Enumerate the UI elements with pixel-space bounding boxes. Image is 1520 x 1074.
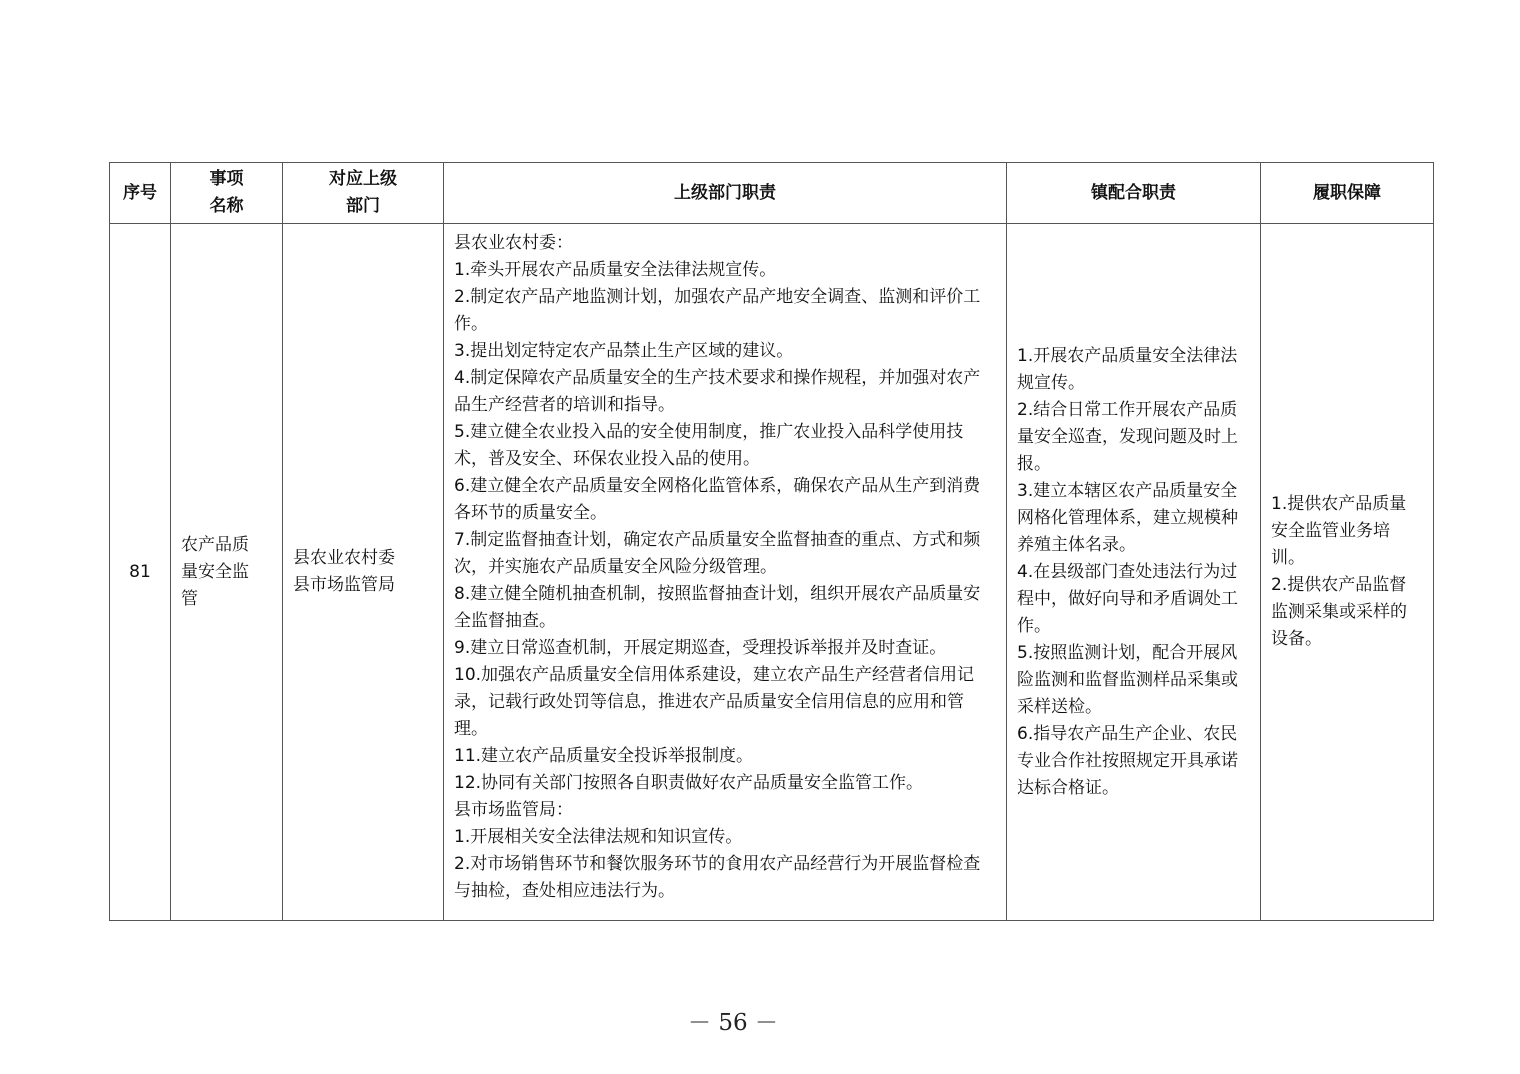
item-name-line: 管 xyxy=(181,588,198,609)
superior-duty-item: 6.建立健全农产品质量安全网格化监管体系，确保农产品从生产到消费各环节的质量安全。 xyxy=(454,476,981,523)
cell-superior-dept xyxy=(283,224,444,921)
superior-duty-item: 3.提出划定特定农产品禁止生产区域的建议。 xyxy=(454,341,794,361)
superior-duty-item: 10.加强农产品质量安全信用体系建设，建立农产品生产经营者信用记录，记载行政处罚等信息，推进农产品质量安全信用信息的应用和管理。 xyxy=(454,665,975,739)
header-item-name-line: 事项 xyxy=(209,169,244,189)
cell-item-name xyxy=(171,224,283,921)
superior-duty-item: 4.制定保障农产品质量安全的生产技术要求和操作规程，并加强对农产品生产经营者的培训和指导。 xyxy=(454,368,981,415)
superior-duty-heading: 县市场监管局： xyxy=(454,800,573,820)
table-row xyxy=(110,224,1434,921)
superior-dept-line: 县市场监管局 xyxy=(293,575,395,595)
town-duty-item: 5.按照监测计划，配合开展风险监测和监督监测样品采集或采样送检。 xyxy=(1017,642,1238,717)
header-item-name-line: 名称 xyxy=(209,196,244,216)
header-town-duties: 镇配合职责 xyxy=(1007,163,1261,224)
town-duty-item: 6.指导农产品生产企业、农民专业合作社按照规定开具承诺达标合格证。 xyxy=(1017,723,1238,798)
superior-dept-line: 县农业农村委 xyxy=(293,548,395,568)
header-superior-dept-line: 对应上级 xyxy=(329,169,397,189)
town-duty-item: 2.结合日常工作开展农产品质量安全巡查，发现问题及时上报。 xyxy=(1017,399,1238,474)
town-duty-item: 4.在县级部门查处违法行为过程中，做好向导和矛盾调处工作。 xyxy=(1017,561,1238,636)
town-duty-item: 3.建立本辖区农产品质量安全网格化管理体系，建立规模种养殖主体名录。 xyxy=(1017,480,1238,555)
superior-duty-item: 2.制定农产品产地监测计划，加强农产品产地安全调查、监测和评价工作。 xyxy=(454,287,981,334)
cell-superior-duties xyxy=(444,224,1007,921)
item-name-line: 农产品质 xyxy=(181,534,249,555)
superior-duty-item: 1.开展相关安全法律法规和知识宣传。 xyxy=(454,827,743,847)
header-superior-duties: 上级部门职责 xyxy=(444,163,1007,224)
guarantee-item: 2.提供农产品监督监测采集或采样的设备。 xyxy=(1271,575,1407,649)
superior-duty-item: 8.建立健全随机抽查机制，按照监督抽查计划，组织开展农产品质量安全监督抽查。 xyxy=(454,584,981,631)
superior-duty-item: 12.协同有关部门按照各自职责做好农产品质量安全监管工作。 xyxy=(454,773,924,793)
superior-duty-item: 1.牵头开展农产品质量安全法律法规宣传。 xyxy=(454,260,777,280)
table-header-row xyxy=(110,163,1434,224)
superior-duty-item: 2.对市场销售环节和餐饮服务环节的食用农产品经营行为开展监督检查与抽检，查处相应违法行为。 xyxy=(454,854,981,901)
cell-town-duties xyxy=(1007,224,1261,921)
town-duty-item: 1.开展农产品质量安全法律法规宣传。 xyxy=(1017,345,1238,393)
duty-table xyxy=(109,162,1434,921)
superior-duty-item: 9.建立日常巡查机制，开展定期巡查，受理投诉举报并及时查证。 xyxy=(454,638,947,658)
header-superior-dept xyxy=(283,163,444,224)
superior-duty-item: 5.建立健全农业投入品的安全使用制度，推广农业投入品科学使用技术，普及安全、环保农业投入品的使用。 xyxy=(454,422,964,469)
header-seq: 序号 xyxy=(110,163,171,224)
header-guarantee: 履职保障 xyxy=(1261,163,1434,224)
superior-duty-item: 11.建立农产品质量安全投诉举报制度。 xyxy=(454,746,754,766)
page-number: － 56 － xyxy=(688,1010,778,1036)
superior-duty-heading: 县农业农村委： xyxy=(454,233,573,253)
header-superior-dept-line: 部门 xyxy=(346,196,380,216)
item-name-line: 量安全监 xyxy=(181,561,249,582)
superior-duty-item: 7.制定监督抽查计划，确定农产品质量安全监督抽查的重点、方式和频次，并实施农产品质量安全风险分级管理。 xyxy=(454,530,981,577)
cell-seq: 81 xyxy=(110,224,171,921)
cell-guarantee xyxy=(1261,224,1434,921)
guarantee-item: 1.提供农产品质量安全监管业务培训。 xyxy=(1271,494,1407,568)
header-item-name xyxy=(171,163,283,224)
